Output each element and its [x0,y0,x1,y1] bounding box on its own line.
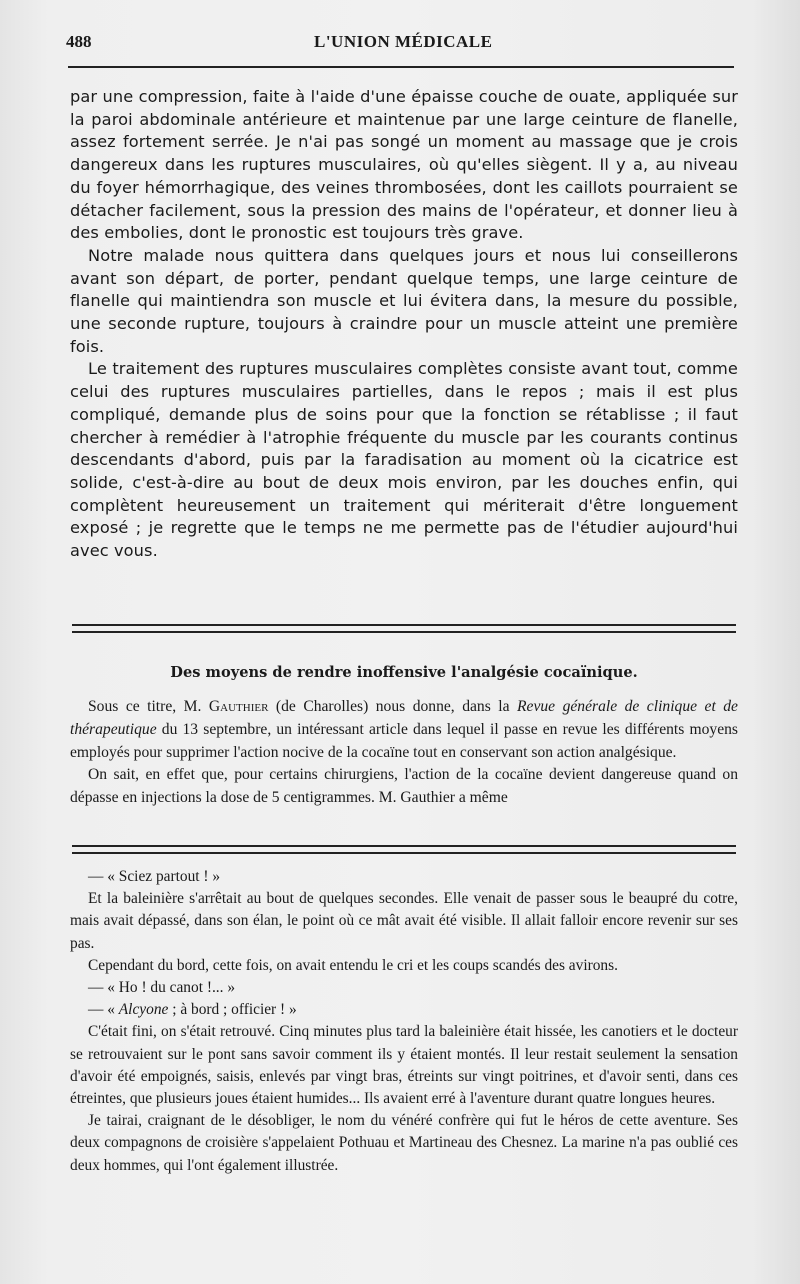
feuilleton-paragraph: C'était fini, on s'était retrouvé. Cinq minutes plus tard la baleinière était hissée, les canotiers et le docteur se retrouvaient sur le pont sans savoir comment ils y étaient montés. Il leur restait seulement la sensation d'avoir été empoignés, saisis, enlevés par vingt bras, étreints sur vingt poitrines, et d'avoir senti, dans ces étreintes, que plusieurs joues étaient humides... Ils avaient erré à l'aventure durant quatre longues heures. [70,1023,738,1108]
feuilleton [70,866,738,1177]
article-paragraph: Notre malade nous quittera dans quelques jours et nous lui conseillerons avant son départ, de porter, pendant quelque temps, une large ceinture de flanelle qui maintiendra son muscle et lui évitera dans, la mesure du possible, une seconde rupture, toujours à craindre pour un muscle atteint une première fois. [70,245,738,356]
section-paragraph: On sait, en effet que, pour certains chirurgiens, l'action de la cocaïne devient dangereuse quand on dépasse en injections la dose de 5 centigrammes. M. Gauthier a même [70,766,738,807]
article-paragraph: par une compression, faite à l'aide d'une épaisse couche de ouate, appliquée sur la paroi abdominale antérieure et maintenue par une large ceinture de flanelle, assez fortement serrée. Je n'ai pas songé un moment au massage que je crois dangereux dans les ruptures musculaires, où qu'elles siègent. Il y a, au niveau du foyer hémorrhagique, des veines thrombosées, dont les caillots pourraient se détacher facilement, sous la pression des mains de l'opérateur, et donner lieu à des embolies, dont le pronostic est toujours très grave. [70,87,738,243]
header-rule [68,66,734,68]
dialogue-line [70,999,738,1021]
feuilleton-paragraph: Et la baleinière s'arrêtait au bout de quelques secondes. Elle venait de passer sous le beaupré du cotre, mais avait dépassé, dans son élan, le point où ce mât avait été visible. Il allait falloir encore revenir sur ses pas. [70,890,738,952]
feuilleton-divider [72,845,736,854]
page-header [66,28,736,58]
section-paragraph [70,696,738,764]
section-divider [72,624,736,633]
running-head: L'UNION MÉDICALE [314,32,493,51]
journal-title: Revue générale de clinique et de thérapeutique [70,698,738,738]
article-body [70,86,738,563]
page-number: 488 [66,32,92,51]
text-run: — « [88,1001,119,1019]
text-run: ; à bord ; officier ! » [168,1001,297,1019]
section-body [70,696,738,810]
text-run: Sous ce titre, M. [88,698,209,715]
text-run: du 13 septembre, un intéressant article dans lequel il passe en revue les différents moyens employés pour supprimer l'action nocive de la cocaïne tout en conservant son action analgésique. [70,720,738,761]
feuilleton-paragraph: Cependant du bord, cette fois, on avait entendu le cri et les coups scandés des avirons. [88,956,618,974]
dialogue-line: — « Ho ! du canot !... » [88,979,236,997]
author-name: Gauthier [208,698,269,715]
section-title: Des moyens de rendre inoffensive l'analgésie cocaïnique. [170,664,638,681]
text-run: (de Charolles) nous donne, dans la [268,698,517,715]
article-paragraph: Le traitement des ruptures musculaires complètes consiste avant tout, comme celui des ruptures musculaires partielles, dans le repos ; mais il est plus compliqué, demande plus de soins pour que la fonction se rétablisse ; il faut chercher à remédier à l'atrophie fréquente du muscle par les courants continus descendants d'abord, puis par la faradisation au moment où la cicatrice est solide, c'est-à-dire au bout de deux mois environ, par les douches enfin, qui complètent heureusement un traitement qui mériterait d'être longuement exposé ; je regrette que le temps ne me permette pas de l'étudier aujourd'hui avec vous. [70,359,738,561]
ship-name: Alcyone [118,1001,169,1019]
feuilleton-paragraph: Je tairai, craignant de le désobliger, le nom du vénéré confrère qui fut le héros de cette aventure. Ses deux compagnons de croisière s'appelaient Pothuau et Martineau des Chesnez. La marine n'a pas oublié ces deux hommes, qui l'ont également illustrée. [70,1112,738,1174]
dialogue-line: — « Sciez partout ! » [88,868,221,885]
